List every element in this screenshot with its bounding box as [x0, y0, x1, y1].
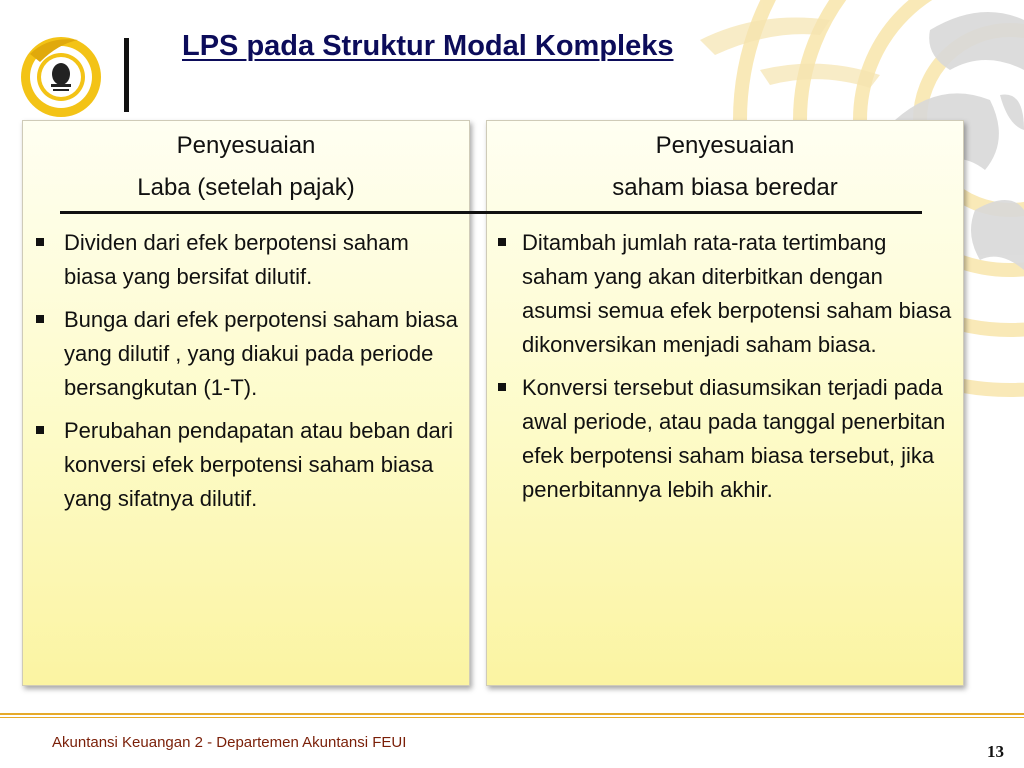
left-heading — [22, 125, 470, 209]
list-item — [30, 226, 460, 294]
left-heading-line2: Laba (setelah pajak) — [137, 174, 355, 201]
left-bullet-list — [30, 226, 460, 525]
footer-rule-top — [0, 713, 1024, 715]
list-item-text: Ditambah jumlah rata-rata tertimbang saham yang akan diterbitkan dengan asumsi semua efek berpotensi saham biasa dikonversikan menjadi saham biasa. — [522, 230, 952, 357]
square-bullet-icon — [498, 383, 506, 391]
list-item-text: Bunga dari efek perpotensi saham biasa yang dilutif , yang diakui pada periode bersangkutan (1-T). — [64, 307, 458, 400]
footer-text: Akuntansi Keuangan 2 - Departemen Akuntansi FEUI — [52, 734, 407, 751]
right-heading — [486, 125, 964, 209]
list-item-text: Perubahan pendapatan atau beban dari konversi efek berpotensi saham biasa yang sifatnya dilutif. — [64, 418, 454, 511]
list-item — [30, 303, 460, 405]
list-item — [492, 226, 954, 362]
list-item — [492, 371, 954, 507]
heading-divider-line — [60, 211, 922, 214]
list-item-text: Dividen dari efek berpotensi saham biasa yang bersifat dilutif. — [64, 230, 409, 289]
square-bullet-icon — [36, 315, 44, 323]
square-bullet-icon — [36, 426, 44, 434]
list-item — [30, 414, 460, 516]
right-heading-line2: saham biasa beredar — [612, 174, 838, 201]
right-heading-line1: Penyesuaian — [655, 132, 795, 159]
list-item-text: Konversi tersebut diasumsikan terjadi pada awal periode, atau pada tanggal penerbitan efek berpotensi saham biasa tersebut, jika penerbitannya lebih akhir. — [522, 375, 946, 502]
page-number: 13 — [987, 742, 1004, 761]
left-heading-line1: Penyesuaian — [176, 132, 316, 159]
slide-title: LPS pada Struktur Modal Kompleks — [182, 30, 674, 62]
right-bullet-list — [492, 226, 954, 516]
university-logo — [18, 34, 104, 120]
title-divider-bar — [124, 38, 129, 112]
square-bullet-icon — [498, 238, 506, 246]
footer-rule-bottom — [0, 717, 1024, 718]
square-bullet-icon — [36, 238, 44, 246]
